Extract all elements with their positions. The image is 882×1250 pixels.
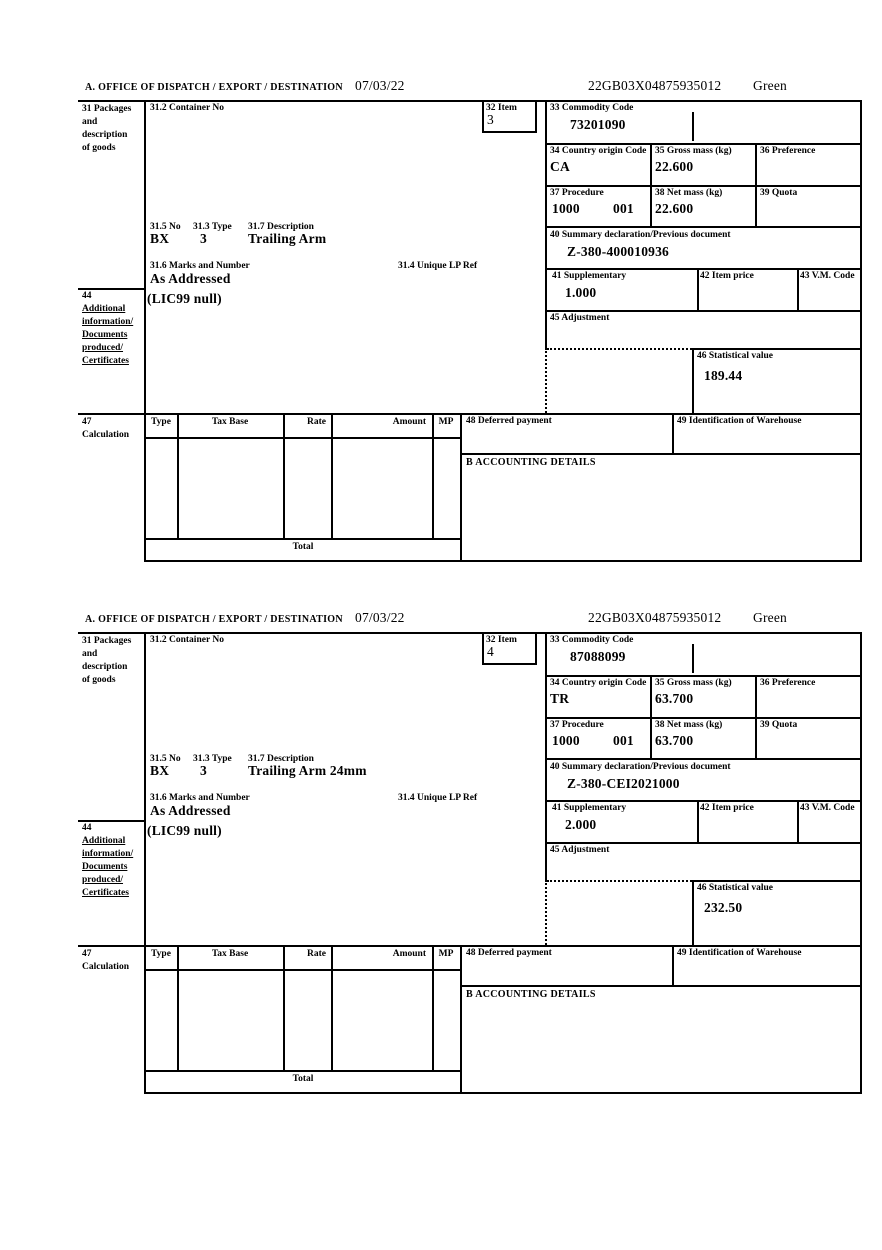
adjustment-label: 45 Adjustment <box>550 313 610 323</box>
calc-header-type: Type <box>151 949 171 959</box>
form-rule <box>545 143 862 145</box>
commodity-code-divider <box>692 112 694 141</box>
box44-label-line: information/ <box>82 317 134 327</box>
supplementary-value: 2.000 <box>565 817 597 832</box>
form-rule <box>650 143 652 228</box>
form-rule <box>460 985 862 987</box>
supplementary-label: 41 Supplementary <box>552 271 627 281</box>
box31-label-line: and <box>82 117 98 127</box>
summary-declaration-label: 40 Summary declaration/Previous document <box>550 762 731 772</box>
calc-header-amount: Amount <box>392 949 426 959</box>
warehouse-id-label: 49 Identification of Warehouse <box>677 416 802 426</box>
calc-header-taxbase: Tax Base <box>211 417 249 427</box>
quota-label: 39 Quota <box>760 188 798 198</box>
form-rule <box>144 969 462 971</box>
form-rule <box>545 185 862 187</box>
procedure-label: 37 Procedure <box>550 188 604 198</box>
preference-label: 36 Preference <box>760 146 816 156</box>
box44-label-line: Additional <box>82 304 126 314</box>
container-no-label: 31.2 Container No <box>150 635 224 645</box>
item-no-value: 3 <box>487 112 494 127</box>
form-rule <box>692 880 862 882</box>
net-mass-value: 63.700 <box>655 733 694 748</box>
item-price-label: 42 Item price <box>700 803 754 813</box>
calc-total-label: Total <box>292 542 314 552</box>
gross-mass-value: 22.600 <box>655 159 694 174</box>
goods-description-value: Trailing Arm <box>248 231 327 246</box>
adjustment-label: 45 Adjustment <box>550 845 610 855</box>
procedure-value-a: 1000 <box>552 201 580 216</box>
previous-document-value: Z-380-CEI2021000 <box>567 776 680 791</box>
box44-label-line: produced/ <box>82 875 124 885</box>
packages-no-label: 31.5 No <box>150 754 181 764</box>
calc-total-label: Total <box>292 1074 314 1084</box>
packages-type-label: 31.3 Type <box>193 222 232 232</box>
form-rule <box>432 945 434 1072</box>
form-rule <box>283 413 285 540</box>
warehouse-id-label: 49 Identification of Warehouse <box>677 948 802 958</box>
packages-type-value: 3 <box>200 231 207 246</box>
declaration-item-section <box>0 75 882 562</box>
packages-type-label: 31.3 Type <box>193 754 232 764</box>
box47-label <box>82 948 144 974</box>
box44-label-line: 44 <box>82 823 92 833</box>
packages-no-value: BX <box>150 231 170 246</box>
gross-mass-label: 35 Gross mass (kg) <box>655 146 732 156</box>
form-rule-labelcol <box>144 100 146 562</box>
marks-value: As Addressed <box>150 271 231 286</box>
calc-header-rate: Rate <box>307 949 326 959</box>
description-label: 31.7 Description <box>248 754 314 764</box>
box31-label-line: description <box>82 130 128 140</box>
form-rule <box>545 310 862 312</box>
box47-label <box>82 416 144 442</box>
box47-label-line: 47 <box>82 949 92 959</box>
additional-info-value: (LIC99 null) <box>147 823 222 838</box>
procedure-value-a: 1000 <box>552 733 580 748</box>
form-rule <box>144 437 462 439</box>
calc-header-mp: MP <box>438 417 454 427</box>
box47-label-line: Calculation <box>82 962 129 972</box>
form-rule-right <box>860 632 862 1094</box>
form-rule <box>672 945 674 987</box>
summary-declaration-label: 40 Summary declaration/Previous document <box>550 230 731 240</box>
form-rule <box>797 268 799 312</box>
net-mass-label: 38 Net mass (kg) <box>655 720 723 730</box>
form-rule <box>692 348 862 350</box>
office-of-dispatch-label: A. OFFICE OF DISPATCH / EXPORT / DESTINATION <box>85 82 343 93</box>
box31-label-line: description <box>82 662 128 672</box>
form-rule-44-47 <box>78 945 862 947</box>
gross-mass-label: 35 Gross mass (kg) <box>655 678 732 688</box>
form-rule <box>460 453 862 455</box>
box44-label-line: Certificates <box>82 888 129 898</box>
commodity-code-divider <box>692 644 694 673</box>
dotted-rule-vertical <box>545 348 547 413</box>
declaration-date: 07/03/22 <box>355 78 405 93</box>
box31-label-line: of goods <box>82 675 116 685</box>
form-rule <box>545 268 862 270</box>
box44-label-line: 44 <box>82 291 92 301</box>
form-rule <box>697 268 699 312</box>
form-rule-right <box>860 100 862 562</box>
country-origin-label: 34 Country origin Code <box>550 146 647 156</box>
declaration-item-section <box>0 607 882 1094</box>
commodity-code-value: 73201090 <box>570 117 626 132</box>
box44-label-line: Documents <box>82 330 128 340</box>
box44-label-line: produced/ <box>82 343 124 353</box>
description-label: 31.7 Description <box>248 222 314 232</box>
country-origin-label: 34 Country origin Code <box>550 678 647 688</box>
packages-type-value: 3 <box>200 763 207 778</box>
form-rule <box>331 413 333 540</box>
supplementary-label: 41 Supplementary <box>552 803 627 813</box>
form-rule <box>432 413 434 540</box>
statistical-value-value: 232.50 <box>704 900 743 915</box>
additional-info-value: (LIC99 null) <box>147 291 222 306</box>
marks-label: 31.6 Marks and Number <box>150 793 250 803</box>
form-rule <box>697 800 699 844</box>
deferred-payment-label: 48 Deferred payment <box>466 416 552 426</box>
calc-header-type: Type <box>151 417 171 427</box>
previous-document-value: Z-380-400010936 <box>567 244 669 259</box>
form-rule <box>545 226 862 228</box>
statistical-value-label: 46 Statistical value <box>697 351 773 361</box>
box44-label-line: Documents <box>82 862 128 872</box>
deferred-payment-label: 48 Deferred payment <box>466 948 552 958</box>
form-rule <box>177 413 179 540</box>
form-rule <box>177 945 179 1072</box>
country-origin-value: CA <box>550 159 570 174</box>
item-no-label: 32 Item <box>486 103 517 113</box>
marks-value: As Addressed <box>150 803 231 818</box>
calc-header-mp: MP <box>438 949 454 959</box>
box44-label-line: Additional <box>82 836 126 846</box>
form-rule-44-47 <box>78 413 862 415</box>
supplementary-value: 1.000 <box>565 285 597 300</box>
procedure-label: 37 Procedure <box>550 720 604 730</box>
box31-label-line: 31 Packages <box>82 104 132 114</box>
form-rule <box>283 945 285 1072</box>
form-rule <box>144 538 462 540</box>
gross-mass-value: 63.700 <box>655 691 694 706</box>
goods-description-value: Trailing Arm 24mm <box>248 763 367 778</box>
procedure-value-b: 001 <box>613 201 634 216</box>
form-rule <box>545 842 862 844</box>
lp-ref-label: 31.4 Unique LP Ref <box>398 261 478 271</box>
routing-indicator: Green <box>753 610 787 625</box>
calc-header-rate: Rate <box>307 417 326 427</box>
calc-header-amount: Amount <box>392 417 426 427</box>
country-origin-value: TR <box>550 691 570 706</box>
calc-header-taxbase: Tax Base <box>211 949 249 959</box>
box47-label-line: 47 <box>82 417 92 427</box>
dotted-rule-vertical <box>545 880 547 945</box>
form-rule <box>650 675 652 760</box>
form-rule-top <box>78 632 862 634</box>
vm-code-label: 43 V.M. Code <box>800 271 855 281</box>
accounting-details-label: B ACCOUNTING DETAILS <box>466 457 596 468</box>
form-rule-top <box>78 100 862 102</box>
box44-label <box>82 822 144 900</box>
quota-label: 39 Quota <box>760 720 798 730</box>
box31-label <box>82 635 144 687</box>
form-rule <box>672 413 674 455</box>
marks-label: 31.6 Marks and Number <box>150 261 250 271</box>
form-rule-bottom <box>144 560 862 562</box>
box44-label-line: information/ <box>82 849 134 859</box>
item-no-label: 32 Item <box>486 635 517 645</box>
form-rule <box>692 348 694 413</box>
box47-label-line: Calculation <box>82 430 129 440</box>
dotted-rule-horizontal <box>547 880 692 882</box>
form-rule <box>545 717 862 719</box>
form-rule <box>545 675 862 677</box>
box31-label-line: 31 Packages <box>82 636 132 646</box>
form-rule <box>797 800 799 844</box>
accounting-details-label: B ACCOUNTING DETAILS <box>466 989 596 1000</box>
form-rule <box>545 758 862 760</box>
form-rule-bottom <box>144 1092 862 1094</box>
form-rule <box>331 945 333 1072</box>
item-no-value: 4 <box>487 644 494 659</box>
lp-ref-label: 31.4 Unique LP Ref <box>398 793 478 803</box>
mrn-value: 22GB03X04875935012 <box>588 78 722 93</box>
box31-label <box>82 103 144 155</box>
vm-code-label: 43 V.M. Code <box>800 803 855 813</box>
net-mass-value: 22.600 <box>655 201 694 216</box>
packages-no-value: BX <box>150 763 170 778</box>
form-rule <box>692 880 694 945</box>
declaration-date: 07/03/22 <box>355 610 405 625</box>
form-rule <box>545 800 862 802</box>
box31-label-line: and <box>82 649 98 659</box>
box31-label-line: of goods <box>82 143 116 153</box>
container-no-label: 31.2 Container No <box>150 103 224 113</box>
dotted-rule-horizontal <box>547 348 692 350</box>
form-rule-labelcol <box>144 632 146 1094</box>
mrn-value: 22GB03X04875935012 <box>588 610 722 625</box>
form-rule <box>755 675 757 760</box>
preference-label: 36 Preference <box>760 678 816 688</box>
box44-label <box>82 290 144 368</box>
item-price-label: 42 Item price <box>700 271 754 281</box>
form-rule <box>755 143 757 228</box>
form-rule <box>144 1070 462 1072</box>
packages-no-label: 31.5 No <box>150 222 181 232</box>
commodity-code-label: 33 Commodity Code <box>550 635 634 645</box>
box44-label-line: Certificates <box>82 356 129 366</box>
statistical-value-value: 189.44 <box>704 368 743 383</box>
commodity-code-value: 87088099 <box>570 649 626 664</box>
procedure-value-b: 001 <box>613 733 634 748</box>
statistical-value-label: 46 Statistical value <box>697 883 773 893</box>
commodity-code-label: 33 Commodity Code <box>550 103 634 113</box>
net-mass-label: 38 Net mass (kg) <box>655 188 723 198</box>
office-of-dispatch-label: A. OFFICE OF DISPATCH / EXPORT / DESTINATION <box>85 614 343 625</box>
routing-indicator: Green <box>753 78 787 93</box>
